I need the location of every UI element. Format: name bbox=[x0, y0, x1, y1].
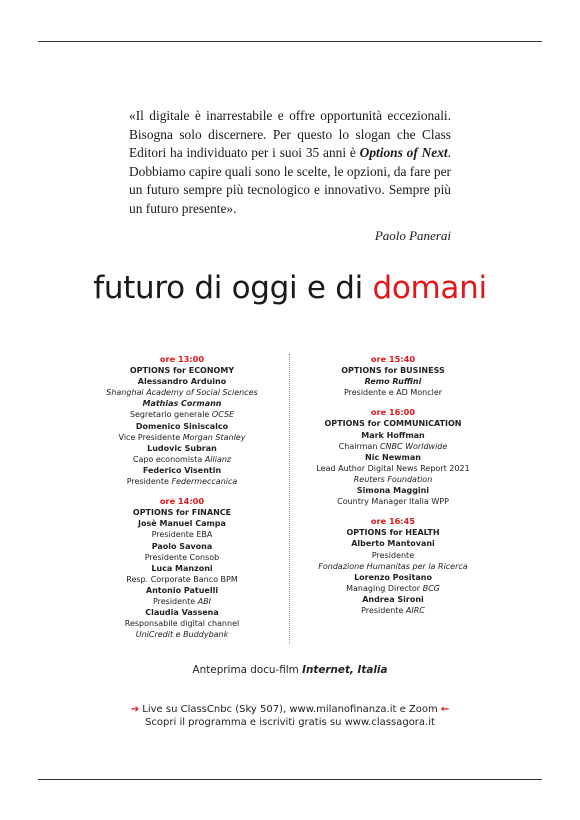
speaker-name: Alberto Mantovani bbox=[351, 539, 435, 549]
speaker-org: ABI bbox=[197, 596, 212, 606]
speaker-org: Allianz bbox=[204, 454, 232, 464]
speaker-role bbox=[272, 583, 514, 594]
speaker-name: Andrea Sironi bbox=[362, 594, 424, 604]
spacer bbox=[272, 507, 514, 516]
speaker-name: Nic Newman bbox=[365, 452, 421, 462]
speaker-org: Morgan Stanley bbox=[182, 432, 246, 442]
speaker-org: CNBC Worldwide bbox=[379, 441, 448, 451]
speaker-name: Ludovic Subran bbox=[147, 443, 217, 453]
speaker-org: OCSE bbox=[211, 410, 235, 420]
speaker-role-text: Segretario generale bbox=[129, 410, 212, 420]
speaker-name: Simona Maggini bbox=[356, 486, 430, 496]
speaker-role bbox=[62, 476, 302, 487]
quote-text-1: «Il digitale è inarrestabile e offre opportunità eccezionali. Bisogna solo discernere. Per questo lo slogan che Class Editori ha individuato per i suoi 35 anni è bbox=[129, 108, 451, 161]
speaker-name: Mark Hoffman bbox=[361, 430, 425, 440]
speaker-org: AIRC bbox=[405, 605, 425, 615]
speaker-role: Resp. Corporate Banco BPM bbox=[126, 574, 238, 584]
speaker-name: Remo Ruffini bbox=[364, 377, 422, 387]
speaker-name: Lorenzo Positano bbox=[354, 572, 432, 582]
speaker-name: Luca Manzoni bbox=[151, 563, 213, 573]
program-left-column bbox=[62, 354, 302, 640]
preview-title: Internet, Italia bbox=[302, 664, 388, 676]
docufilm-preview bbox=[0, 664, 580, 676]
quote-paragraph bbox=[129, 107, 451, 219]
speaker-role: Shanghai Academy of Social Sciences bbox=[106, 388, 258, 398]
session-title: OPTIONS for BUSINESS bbox=[341, 366, 445, 376]
speaker-name: Domenico Siniscalco bbox=[135, 421, 229, 431]
speaker-role-text: Presidente bbox=[361, 605, 406, 615]
session-time: ore 15:40 bbox=[370, 354, 416, 364]
spacer bbox=[272, 398, 514, 407]
speaker-org: Fondazione Humanitas per la Ricerca bbox=[318, 561, 468, 571]
program-right-column bbox=[272, 354, 514, 616]
speaker-org: UniCredit e Buddybank bbox=[135, 630, 229, 640]
speaker-role-text: Chairman bbox=[338, 441, 380, 451]
session-time: ore 16:00 bbox=[370, 407, 416, 418]
register-line: Scopri il programma e iscriviti gratis su www.classagora.it bbox=[145, 717, 435, 729]
speaker-role bbox=[62, 409, 302, 420]
speaker-name: Mathias Cormann bbox=[142, 399, 222, 409]
speaker-role-text: Presidente bbox=[152, 596, 198, 606]
session-title: OPTIONS for HEALTH bbox=[346, 528, 440, 538]
speaker-role-text: Presidente bbox=[126, 477, 172, 487]
top-rule bbox=[38, 41, 542, 42]
page-headline bbox=[0, 270, 580, 306]
headline-red: domani bbox=[372, 270, 487, 306]
speaker-name: Alessandro Arduino bbox=[137, 377, 227, 387]
speaker-role: Lead Author Digital News Report 2021 bbox=[316, 463, 470, 473]
arrow-left-icon: ← bbox=[440, 704, 450, 715]
headline-black: futuro di oggi e di bbox=[93, 270, 363, 306]
speaker-role: Country Manager Italia WPP bbox=[337, 497, 449, 507]
quote-text-2: . Dobbiamo capire quali sono le scelte, le opzioni, da fare per un futuro sempre più tecnologico e innovativo. Sempre più un futuro presente». bbox=[129, 145, 451, 216]
speaker-name: Claudia Vassena bbox=[145, 608, 219, 618]
speaker-name: Josè Manuel Campa bbox=[138, 519, 226, 529]
speaker-role: Responsabile digital channel bbox=[124, 619, 240, 629]
speaker-role-text: Vice Presidente bbox=[118, 432, 183, 442]
quote-slogan: Options of Next bbox=[359, 145, 448, 161]
speaker-role bbox=[62, 432, 302, 443]
speaker-role bbox=[62, 454, 302, 465]
session-title: OPTIONS for ECONOMY bbox=[129, 366, 235, 376]
live-info bbox=[0, 703, 580, 730]
speaker-role bbox=[62, 596, 302, 607]
speaker-role: Presidente Consob bbox=[144, 552, 220, 562]
speaker-role-text: Capo economista bbox=[132, 454, 205, 464]
arrow-right-icon: ➔ bbox=[130, 704, 140, 715]
speaker-role: Presidente e AD Moncler bbox=[343, 388, 443, 398]
session-title: OPTIONS for FINANCE bbox=[132, 508, 232, 518]
speaker-role bbox=[272, 441, 514, 452]
speaker-org: Reuters Foundation bbox=[353, 474, 433, 484]
session-time: ore 13:00 bbox=[159, 354, 205, 364]
session-time: ore 16:45 bbox=[370, 516, 416, 527]
speaker-name: Federico Visentin bbox=[142, 465, 222, 475]
quote-author: Paolo Panerai bbox=[374, 228, 451, 243]
speaker-role bbox=[272, 605, 514, 616]
speaker-org: BCG bbox=[422, 583, 440, 593]
speaker-role: Presidente bbox=[371, 550, 415, 560]
speaker-name: Paolo Savona bbox=[151, 541, 213, 551]
speaker-org: Federmeccanica bbox=[171, 477, 238, 487]
live-line bbox=[0, 703, 580, 716]
bottom-rule bbox=[38, 779, 542, 780]
speaker-name: Antonio Patuelli bbox=[145, 585, 219, 595]
speaker-role-text: Managing Director bbox=[346, 583, 423, 593]
session-time: ore 14:00 bbox=[159, 496, 205, 507]
preview-label: Anteprima docu-film bbox=[192, 664, 303, 676]
spacer bbox=[62, 487, 302, 496]
live-text: Live su ClassCnbc (Sky 507), www.milanofinanza.it e Zoom bbox=[139, 704, 441, 715]
session-title: OPTIONS for COMMUNICATION bbox=[324, 419, 462, 429]
speaker-role: Presidente EBA bbox=[151, 530, 213, 540]
